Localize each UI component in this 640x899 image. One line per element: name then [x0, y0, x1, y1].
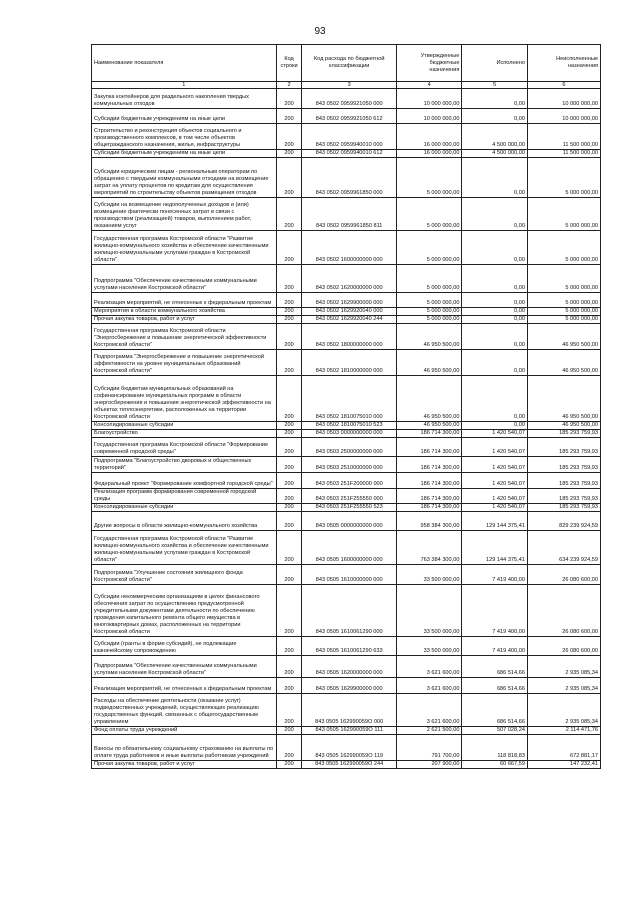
table-row	[92, 727, 601, 735]
row-approved: 5 000 000,00	[396, 308, 462, 316]
row-approved: 10 000 000,00	[396, 109, 462, 124]
row-unexecuted: 634 239 924,59	[527, 531, 600, 565]
row-approved: 5 000 000,00	[396, 231, 462, 265]
row-classification: 843 0505 1629900000 000	[302, 678, 396, 694]
row-approved: 5 000 000,00	[396, 158, 462, 198]
row-executed: 129 144 375,41	[462, 531, 528, 565]
row-name: Расходы на обеспечение деятельности (оказание услуг) подведомственных учреждений, осуществляющих реализацию государственных функций, связанных с общегосударственным управлением	[92, 694, 277, 727]
row-classification: 843 0502 1600000000 000	[302, 231, 396, 265]
page-number: 93	[314, 26, 326, 37]
row-code: 200	[276, 585, 302, 637]
row-code: 200	[276, 376, 302, 422]
table-row	[92, 316, 601, 324]
row-approved: 3 621 600,00	[396, 656, 462, 678]
row-classification: 843 0503 251F255550 523	[302, 504, 396, 512]
row-code: 200	[276, 265, 302, 293]
column-index: 4	[396, 82, 462, 89]
row-approved: 207 900,00	[396, 761, 462, 769]
row-executed: 0,00	[462, 422, 528, 430]
row-classification: 843 0505 1600000000 000	[302, 531, 396, 565]
table-row	[92, 565, 601, 585]
column-index-row	[92, 82, 601, 89]
row-unexecuted: 11 500 000,00	[527, 150, 600, 158]
row-executed: 0,00	[462, 293, 528, 308]
budget-table	[91, 44, 601, 769]
row-executed: 1 420 540,07	[462, 430, 528, 438]
row-classification: 843 0505 1610000000 000	[302, 565, 396, 585]
row-code: 200	[276, 198, 302, 231]
row-classification: 843 0502 1810075010 523	[302, 422, 396, 430]
row-unexecuted: 185 293 759,93	[527, 504, 600, 512]
row-unexecuted: 5 000 000,00	[527, 265, 600, 293]
row-name: Благоустройство	[92, 430, 277, 438]
row-unexecuted: 26 080 600,00	[527, 585, 600, 637]
row-unexecuted: 46 950 500,00	[527, 324, 600, 350]
row-executed: 118 818,83	[462, 735, 528, 761]
row-executed: 0,00	[462, 158, 528, 198]
row-code: 200	[276, 694, 302, 727]
row-code: 200	[276, 761, 302, 769]
row-name: Подпрограмма "Энергосбережение и повышение энергетической эффективности на уровне муниципальных образований Костромской области"	[92, 350, 277, 376]
row-name: Подпрограмма "Обеспечение качественными коммунальными услугами населения Костромской области"	[92, 656, 277, 678]
row-code: 200	[276, 457, 302, 473]
row-executed: 686 514,66	[462, 656, 528, 678]
table-row	[92, 158, 601, 198]
row-classification: 843 0505 162990059О 119	[302, 735, 396, 761]
table-row	[92, 422, 601, 430]
row-name: Государственная программа Костромской области "Развитие жилищно-коммунального хозяйства и обеспечение качественными жилищно-коммунальными услугами граждан в Костромской области"	[92, 531, 277, 565]
row-code: 200	[276, 293, 302, 308]
row-executed: 129 144 375,41	[462, 512, 528, 531]
row-code: 200	[276, 158, 302, 198]
row-executed: 60 667,59	[462, 761, 528, 769]
row-executed: 4 500 000,00	[462, 124, 528, 150]
column-index: 1	[92, 82, 277, 89]
row-unexecuted: 5 000 000,00	[527, 308, 600, 316]
row-classification: 843 0505 1620000000 000	[302, 656, 396, 678]
row-classification: 843 0502 0959940010 000	[302, 124, 396, 150]
row-unexecuted: 185 293 759,93	[527, 457, 600, 473]
row-unexecuted: 10 000 000,00	[527, 109, 600, 124]
row-unexecuted: 26 080 600,00	[527, 637, 600, 656]
row-approved: 10 000 000,00	[396, 89, 462, 109]
row-approved: 16 000 000,00	[396, 150, 462, 158]
row-code: 200	[276, 727, 302, 735]
row-approved: 46 950 500,00	[396, 324, 462, 350]
table-row	[92, 656, 601, 678]
row-classification: 843 0502 1800000000 000	[302, 324, 396, 350]
row-code: 200	[276, 89, 302, 109]
table-row	[92, 637, 601, 656]
row-approved: 5 000 000,00	[396, 265, 462, 293]
row-name: Субсидии на возмещение недополученных доходов и (или) возмещение фактически понесенных затрат в связи с производством (реализацией) товаров, выполнением работ, оказанием услуг	[92, 198, 277, 231]
row-code: 200	[276, 109, 302, 124]
table-row	[92, 585, 601, 637]
row-approved: 3 621 600,00	[396, 678, 462, 694]
row-executed: 7 419 400,00	[462, 637, 528, 656]
row-executed: 0,00	[462, 265, 528, 293]
table-row	[92, 150, 601, 158]
row-approved: 33 500 000,00	[396, 585, 462, 637]
row-unexecuted: 2 114 471,76	[527, 727, 600, 735]
table-row	[92, 89, 601, 109]
table-row	[92, 293, 601, 308]
row-name: Прочая закупка товаров, работ и услуг	[92, 316, 277, 324]
row-code: 200	[276, 735, 302, 761]
header-unexecuted: Неисполненные назначения	[527, 45, 600, 82]
row-code: 200	[276, 531, 302, 565]
row-classification: 843 0505 162990059О 244	[302, 761, 396, 769]
row-unexecuted: 2 935 085,34	[527, 656, 600, 678]
row-name: Реализация мероприятий, не отнесенных к федеральным проектам	[92, 293, 277, 308]
row-approved: 33 500 000,00	[396, 565, 462, 585]
row-classification: 843 0503 2510000000 000	[302, 457, 396, 473]
row-name: Государственная программа Костромской области "Энергосбережение и повышение энергетической эффективности Костромской области"	[92, 324, 277, 350]
table-row	[92, 324, 601, 350]
row-name: Закупка контейнеров для раздельного накопления твердых коммунальных отходов	[92, 89, 277, 109]
row-executed: 686 514,66	[462, 678, 528, 694]
header-row	[92, 45, 601, 82]
row-classification: 843 0502 0959921050 612	[302, 109, 396, 124]
row-unexecuted: 2 935 085,34	[527, 678, 600, 694]
row-unexecuted: 185 293 759,93	[527, 473, 600, 489]
header-executed: Исполнено	[462, 45, 528, 82]
row-name: Консолидированные субсидии	[92, 504, 277, 512]
row-name: Подпрограмма "Улучшение состояния жилищного фонда Костромской области"	[92, 565, 277, 585]
row-code: 200	[276, 489, 302, 504]
row-classification: 843 0505 162990059О 111	[302, 727, 396, 735]
row-executed: 0,00	[462, 350, 528, 376]
row-executed: 0,00	[462, 231, 528, 265]
row-name: Взносы по обязательному социальному страхованию на выплаты по оплате труда работников и иные выплаты работникам учреждений	[92, 735, 277, 761]
row-name: Субсидии бюджетным учреждениям на иные цели	[92, 109, 277, 124]
row-unexecuted: 147 232,41	[527, 761, 600, 769]
table-row	[92, 350, 601, 376]
header-name: Наименование показателя	[92, 45, 277, 82]
row-classification: 843 0505 0000000000 000	[302, 512, 396, 531]
row-unexecuted: 829 239 924,59	[527, 512, 600, 531]
column-index: 2	[276, 82, 302, 89]
row-name: Мероприятия в области коммунального хозяйства	[92, 308, 277, 316]
row-name: Реализация программ формирования современной городской среды	[92, 489, 277, 504]
row-classification: 843 0505 1610061290 000	[302, 585, 396, 637]
row-code: 200	[276, 231, 302, 265]
table-row	[92, 109, 601, 124]
row-code: 200	[276, 637, 302, 656]
row-approved: 186 714 300,00	[396, 489, 462, 504]
row-name: Строительство и реконструкция объектов социального и производственного комплексов, в том числе объектов общегражданского назначения, жилья, инфраструктуры	[92, 124, 277, 150]
row-classification: 843 0502 1810075010 000	[302, 376, 396, 422]
row-unexecuted: 46 950 500,00	[527, 376, 600, 422]
row-code: 200	[276, 308, 302, 316]
row-code: 200	[276, 430, 302, 438]
row-code: 200	[276, 422, 302, 430]
row-classification: 843 0502 0959961850 000	[302, 158, 396, 198]
row-code: 200	[276, 124, 302, 150]
row-approved: 2 621 500,00	[396, 727, 462, 735]
row-code: 200	[276, 438, 302, 457]
row-name: Субсидии бюджетам муниципальных образований на софинансирование муниципальных программ в области энергосбережения и повышения энергетической эффективности на объектах теплоэнергетики, расположенных на территории Костромской области	[92, 376, 277, 422]
table-row	[92, 531, 601, 565]
row-code: 200	[276, 473, 302, 489]
row-executed: 1 420 540,07	[462, 438, 528, 457]
row-approved: 186 714 300,00	[396, 457, 462, 473]
row-unexecuted: 5 000 000,00	[527, 293, 600, 308]
row-classification: 843 0503 2500000000 000	[302, 438, 396, 457]
row-unexecuted: 46 950 500,00	[527, 350, 600, 376]
row-executed: 1 420 540,07	[462, 504, 528, 512]
row-name: Подпрограмма "Обеспечение качественными коммунальными услугами населения Костромской области"	[92, 265, 277, 293]
row-name: Субсидии некоммерческим организациям в целях финансового обеспечения затрат по осуществлению предусмотренной учредительными документами деятельности по обеспечению проведения капитального ремонта общего имущества в многоквартирных домах, расположенных на территории Костромской области	[92, 585, 277, 637]
row-name: Субсидии бюджетным учреждениям на иные цели	[92, 150, 277, 158]
table-row	[92, 504, 601, 512]
table-row	[92, 761, 601, 769]
table-row	[92, 678, 601, 694]
row-classification: 843 0502 0959921050 000	[302, 89, 396, 109]
row-classification: 843 0502 1810000000 000	[302, 350, 396, 376]
row-classification: 843 0503 0000000000 000	[302, 430, 396, 438]
table-row	[92, 376, 601, 422]
row-code: 200	[276, 512, 302, 531]
table-row	[92, 438, 601, 457]
row-approved: 46 950 500,00	[396, 422, 462, 430]
row-name: Государственная программа Костромской области "Формирование современной городской среды"	[92, 438, 277, 457]
column-index: 3	[302, 82, 396, 89]
table-row	[92, 457, 601, 473]
row-unexecuted: 185 293 759,93	[527, 430, 600, 438]
row-approved: 5 000 000,00	[396, 316, 462, 324]
row-unexecuted: 2 935 085,34	[527, 694, 600, 727]
row-approved: 46 950 500,00	[396, 350, 462, 376]
row-code: 200	[276, 350, 302, 376]
row-unexecuted: 46 950 500,00	[527, 422, 600, 430]
row-approved: 186 714 300,00	[396, 438, 462, 457]
table-row	[92, 308, 601, 316]
row-unexecuted: 185 293 759,93	[527, 438, 600, 457]
row-classification: 843 0502 1629920040 244	[302, 316, 396, 324]
row-executed: 0,00	[462, 109, 528, 124]
row-executed: 1 420 540,07	[462, 457, 528, 473]
row-classification: 843 0505 1610061290 633	[302, 637, 396, 656]
row-executed: 0,00	[462, 316, 528, 324]
table-row	[92, 512, 601, 531]
row-name: Другие вопросы в области жилищно-коммунального хозяйства	[92, 512, 277, 531]
row-executed: 1 420 540,07	[462, 473, 528, 489]
row-unexecuted: 185 293 759,93	[527, 489, 600, 504]
row-executed: 0,00	[462, 376, 528, 422]
row-approved: 16 000 000,00	[396, 124, 462, 150]
row-name: Подпрограмма "Благоустройство дворовых и общественных территорий"	[92, 457, 277, 473]
row-classification: 843 0502 1629920040 000	[302, 308, 396, 316]
column-index: 5	[462, 82, 528, 89]
row-code: 200	[276, 656, 302, 678]
row-code: 200	[276, 504, 302, 512]
row-classification: 843 0502 0959961850 811	[302, 198, 396, 231]
row-approved: 186 714 300,00	[396, 430, 462, 438]
row-unexecuted: 11 500 000,00	[527, 124, 600, 150]
row-approved: 5 000 000,00	[396, 293, 462, 308]
row-code: 200	[276, 316, 302, 324]
row-executed: 0,00	[462, 89, 528, 109]
row-name: Субсидии (гранты в форме субсидий), не подлежащие казначейскому сопровождению	[92, 637, 277, 656]
row-classification: 843 0503 251F200000 000	[302, 473, 396, 489]
row-unexecuted: 26 080 600,00	[527, 565, 600, 585]
row-classification: 843 0502 1629900000 000	[302, 293, 396, 308]
row-name: Прочая закупка товаров, работ и услуг	[92, 761, 277, 769]
table-row	[92, 124, 601, 150]
column-index: 6	[527, 82, 600, 89]
table-row	[92, 489, 601, 504]
row-name: Консолидированные субсидии	[92, 422, 277, 430]
row-classification: 843 0505 162990059О 000	[302, 694, 396, 727]
table-row	[92, 198, 601, 231]
row-executed: 7 419 400,00	[462, 565, 528, 585]
row-name: Реализация мероприятий, не отнесенных к федеральным проектам	[92, 678, 277, 694]
row-unexecuted: 672 881,17	[527, 735, 600, 761]
row-executed: 686 514,66	[462, 694, 528, 727]
row-code: 200	[276, 324, 302, 350]
row-approved: 46 950 500,00	[396, 376, 462, 422]
table-row	[92, 694, 601, 727]
row-classification: 843 0502 0959940010 612	[302, 150, 396, 158]
row-classification: 843 0502 1620000000 000	[302, 265, 396, 293]
row-executed: 507 028,24	[462, 727, 528, 735]
row-classification: 843 0503 251F255550 000	[302, 489, 396, 504]
row-executed: 1 420 540,07	[462, 489, 528, 504]
row-executed: 4 500 000,00	[462, 150, 528, 158]
table-row	[92, 231, 601, 265]
header-classification: Код расхода по бюджетной классификации	[302, 45, 396, 82]
row-name: Государственная программа Костромской области "Развитие жилищно-коммунального хозяйства и обеспечение качественными жилищно-коммунальными услугами граждан в Костромской области"	[92, 231, 277, 265]
row-unexecuted: 10 000 000,00	[527, 89, 600, 109]
row-approved: 791 700,00	[396, 735, 462, 761]
row-unexecuted: 5 000 000,00	[527, 231, 600, 265]
row-approved: 763 384 300,00	[396, 531, 462, 565]
row-executed: 7 419 400,00	[462, 585, 528, 637]
row-executed: 0,00	[462, 324, 528, 350]
row-unexecuted: 5 000 000,00	[527, 158, 600, 198]
header-approved: Утвержденные бюджетные назначения	[396, 45, 462, 82]
row-approved: 3 621 600,00	[396, 694, 462, 727]
row-approved: 186 714 300,00	[396, 504, 462, 512]
row-unexecuted: 5 000 000,00	[527, 316, 600, 324]
row-executed: 0,00	[462, 198, 528, 231]
row-name: Субсидии юридическим лицам - региональным операторам по обращению с твердыми коммунальными отходами на возмещение затрат на уплату процентов по кредитам для осуществления мероприятий по строительству объектов размещения отходов	[92, 158, 277, 198]
row-code: 200	[276, 150, 302, 158]
row-name: Федеральный проект "Формирование комфортной городской среды"	[92, 473, 277, 489]
table-row	[92, 735, 601, 761]
row-approved: 5 000 000,00	[396, 198, 462, 231]
row-approved: 186 714 300,00	[396, 473, 462, 489]
row-executed: 0,00	[462, 308, 528, 316]
row-unexecuted: 5 000 000,00	[527, 198, 600, 231]
row-code: 200	[276, 678, 302, 694]
row-name: Фонд оплаты труда учреждений	[92, 727, 277, 735]
table-row	[92, 473, 601, 489]
table-row	[92, 265, 601, 293]
header-code: Код строки	[276, 45, 302, 82]
row-approved: 958 384 300,00	[396, 512, 462, 531]
table-row	[92, 430, 601, 438]
row-code: 200	[276, 565, 302, 585]
row-approved: 33 500 000,00	[396, 637, 462, 656]
